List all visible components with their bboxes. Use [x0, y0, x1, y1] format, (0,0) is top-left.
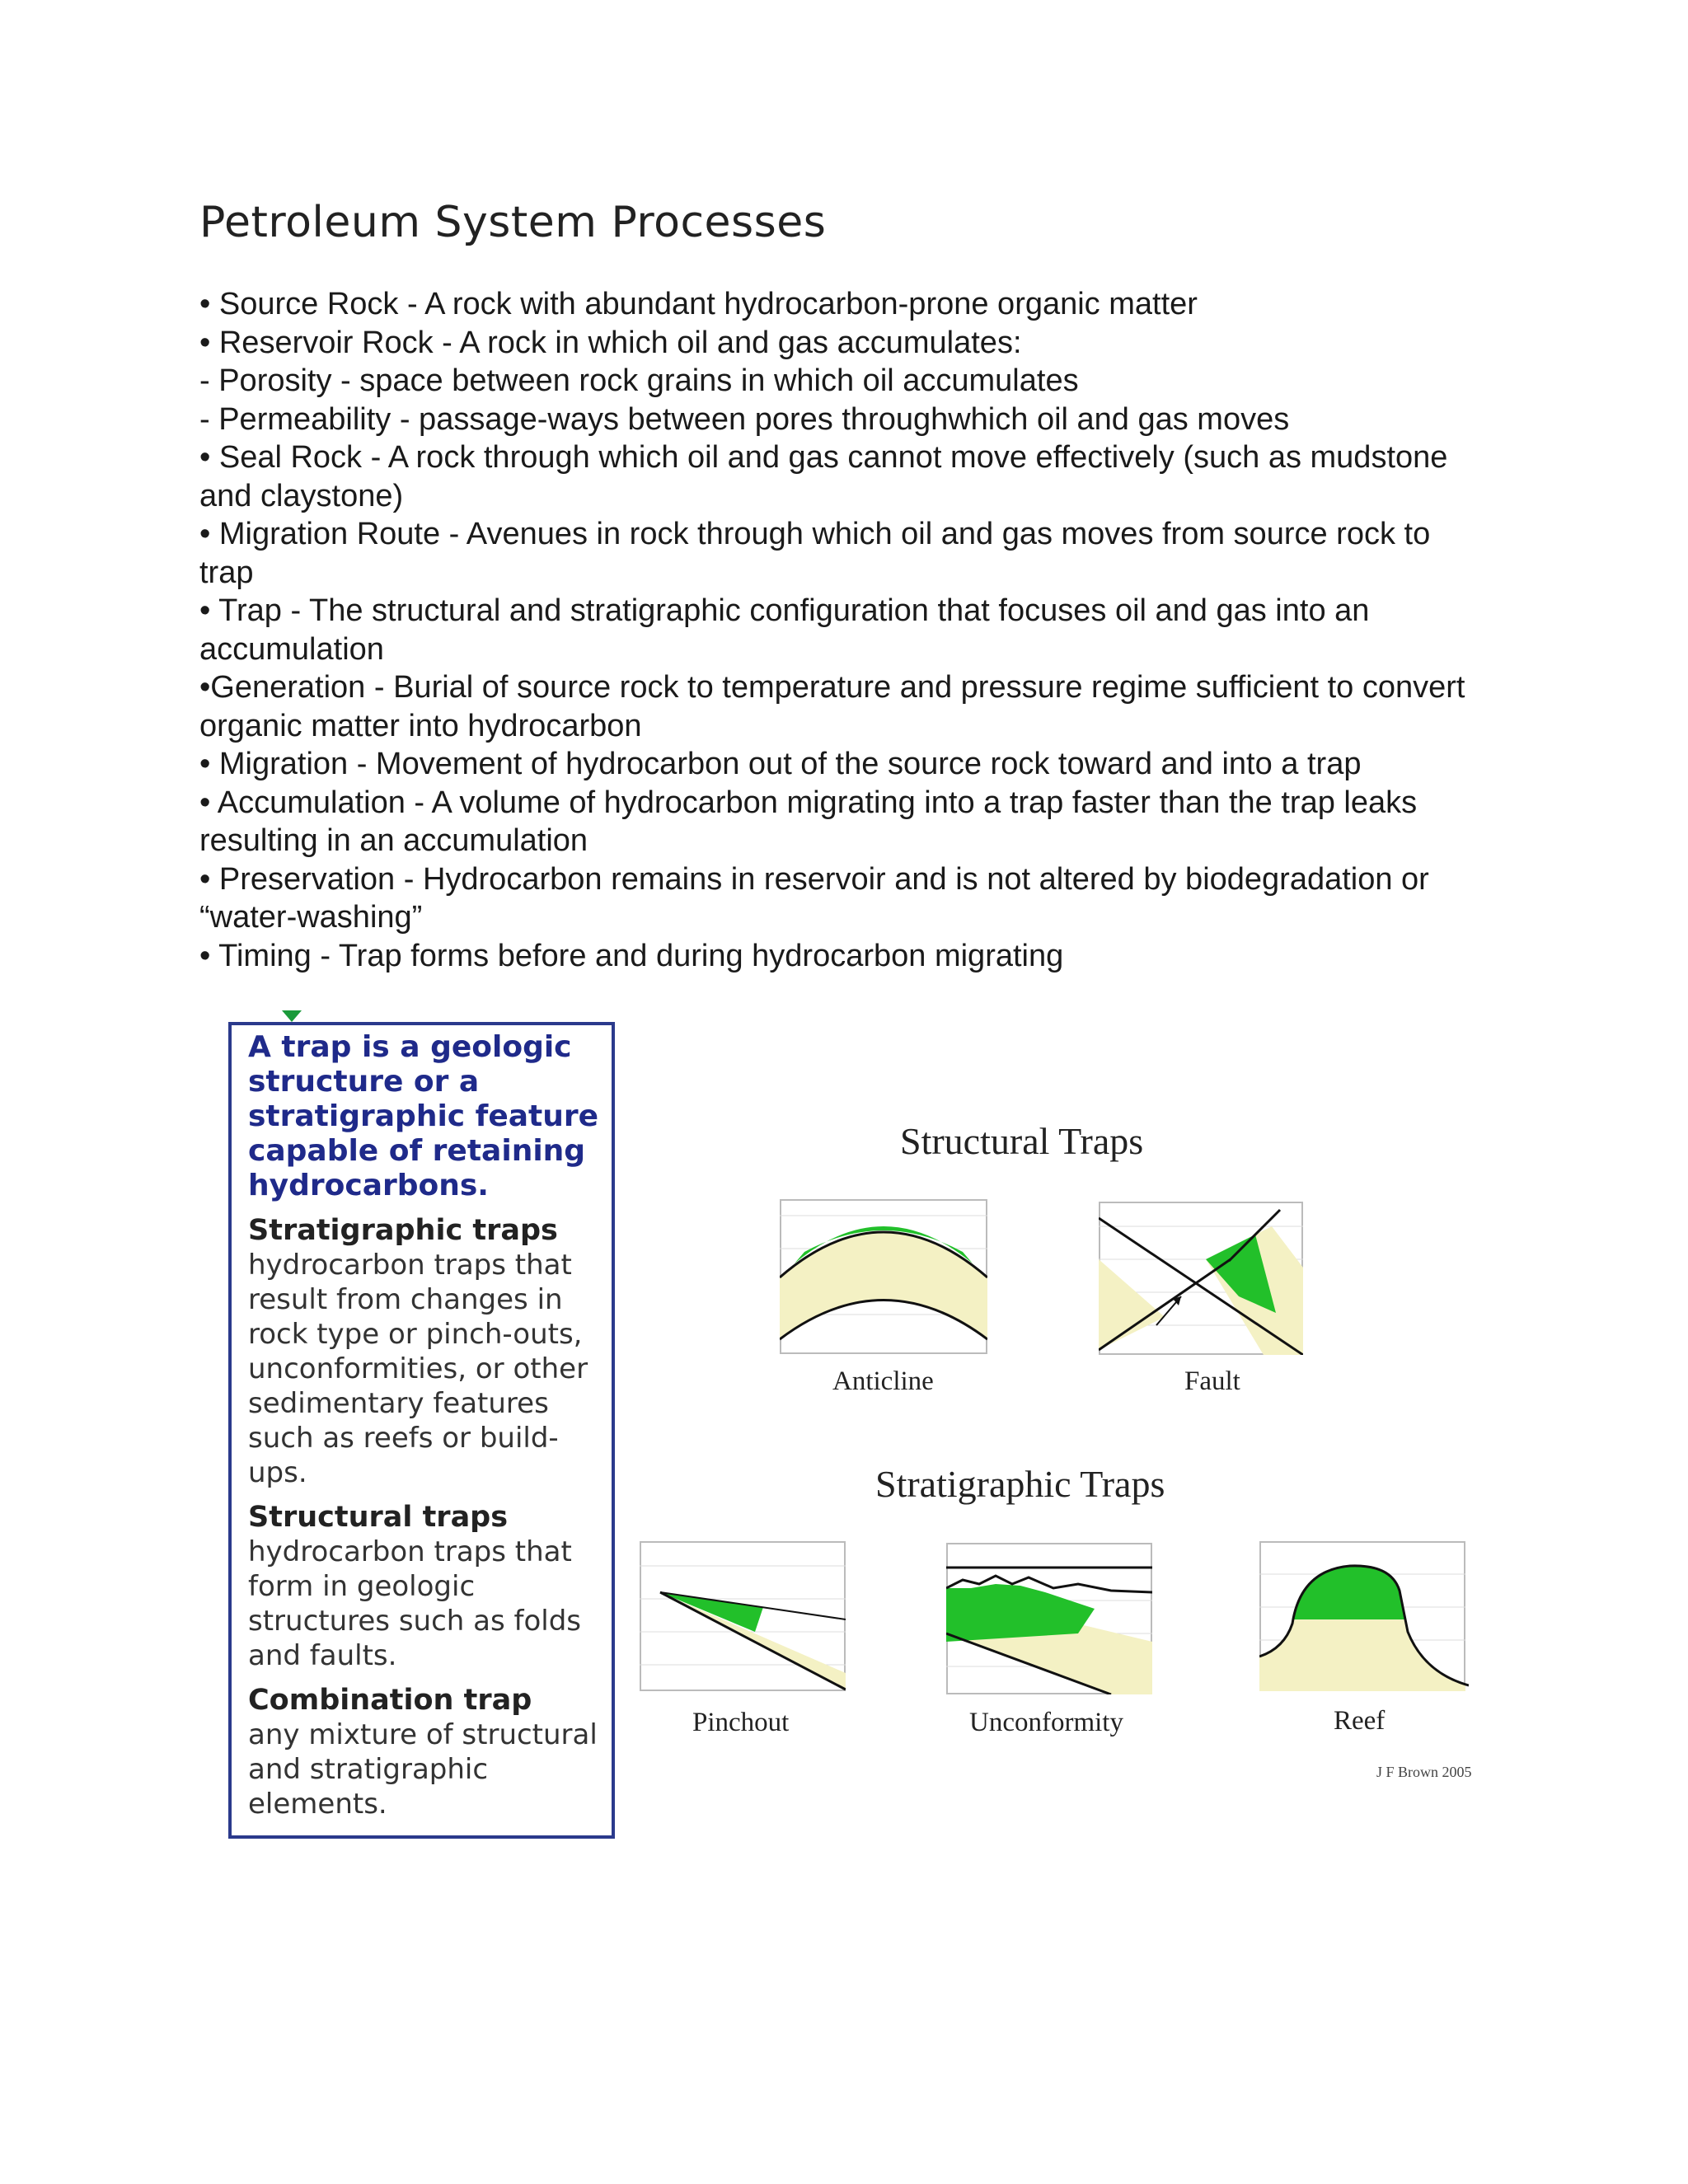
bullet-porosity: - Porosity - space between rock grains in which oil accumulates [199, 363, 1079, 398]
unconformity-label: Unconformity [969, 1708, 1123, 1737]
structural-traps-heading: Structural traps [248, 1501, 509, 1534]
page-title: Petroleum System Processes [199, 198, 827, 247]
bullet-source-rock: • Source Rock - A rock with abundant hydrocarbon-prone organic matter [199, 287, 1198, 321]
fault-diagram [1099, 1202, 1303, 1355]
pinchout-diagram [640, 1541, 846, 1691]
anticline-diagram [780, 1199, 987, 1354]
bullet-seal-rock: • Seal Rock - A rock through which oil and gas cannot move effectively (such as mudstone and claystone) [199, 440, 1448, 513]
bullet-permeability: - Permeability - passage-ways between pores throughwhich oil and gas moves [199, 401, 1290, 437]
stratigraphic-traps-heading: Stratigraphic traps [248, 1214, 558, 1247]
unconformity-diagram [946, 1543, 1152, 1694]
bullet-preservation: • Preservation - Hydrocarbon remains in reservoir and is not altered by biodegradation or “water-washing” [199, 861, 1429, 935]
bullet-accumulation: • Accumulation - A volume of hydrocarbon migrating into a trap faster than the trap leaks resulting in an accumulation [199, 785, 1418, 858]
combination-trap-text: any mixture of structural and stratigraphic elements. [248, 1718, 598, 1821]
trap-definition-box [228, 1022, 615, 1839]
bullet-generation: •Generation - Burial of source rock to temperature and pressure regime sufficient to convert organic matter into hydrocarbon [199, 670, 1465, 743]
bullet-reservoir-rock: • Reservoir Rock - A rock in which oil and gas accumulates: [199, 325, 1022, 360]
reef-diagram [1259, 1541, 1469, 1691]
trap-definition-lead: A trap is a geologic structure or a stratigraphic feature capable of retaining hydrocarbons. [248, 1030, 599, 1202]
reef-label: Reef [1334, 1706, 1386, 1736]
stratigraphic-traps-text: hydrocarbon traps that result from changes in rock type or pinch-outs, unconformities, or other sedimentary features such as reefs or build-ups. [248, 1249, 588, 1489]
bullet-migration: • Migration - Movement of hydrocarbon out of the source rock toward and into a trap [199, 747, 1362, 781]
anticline-label: Anticline [832, 1366, 934, 1396]
combination-trap-heading: Combination trap [248, 1684, 532, 1717]
bullet-timing: • Timing - Trap forms before and during hydrocarbon migrating [199, 938, 1064, 973]
process-list [199, 285, 1485, 975]
structural-traps-text: hydrocarbon traps that form in geologic structures such as folds and faults. [248, 1535, 581, 1672]
structural-traps-heading-fig: Structural Traps [900, 1120, 1144, 1162]
triangle-marker-icon [282, 1010, 302, 1022]
stratigraphic-traps-heading-fig: Stratigraphic Traps [875, 1463, 1165, 1505]
pinchout-label: Pinchout [692, 1708, 790, 1737]
fault-label: Fault [1184, 1366, 1240, 1396]
trap-types-figure [635, 1104, 1492, 1797]
bullet-migration-route: • Migration Route - Avenues in rock through which oil and gas moves from source rock to trap [199, 517, 1431, 590]
bullet-trap: • Trap - The structural and stratigraphic configuration that focuses oil and gas into an accumulation [199, 593, 1370, 667]
figure-credit: J F Brown 2005 [1376, 1764, 1472, 1780]
